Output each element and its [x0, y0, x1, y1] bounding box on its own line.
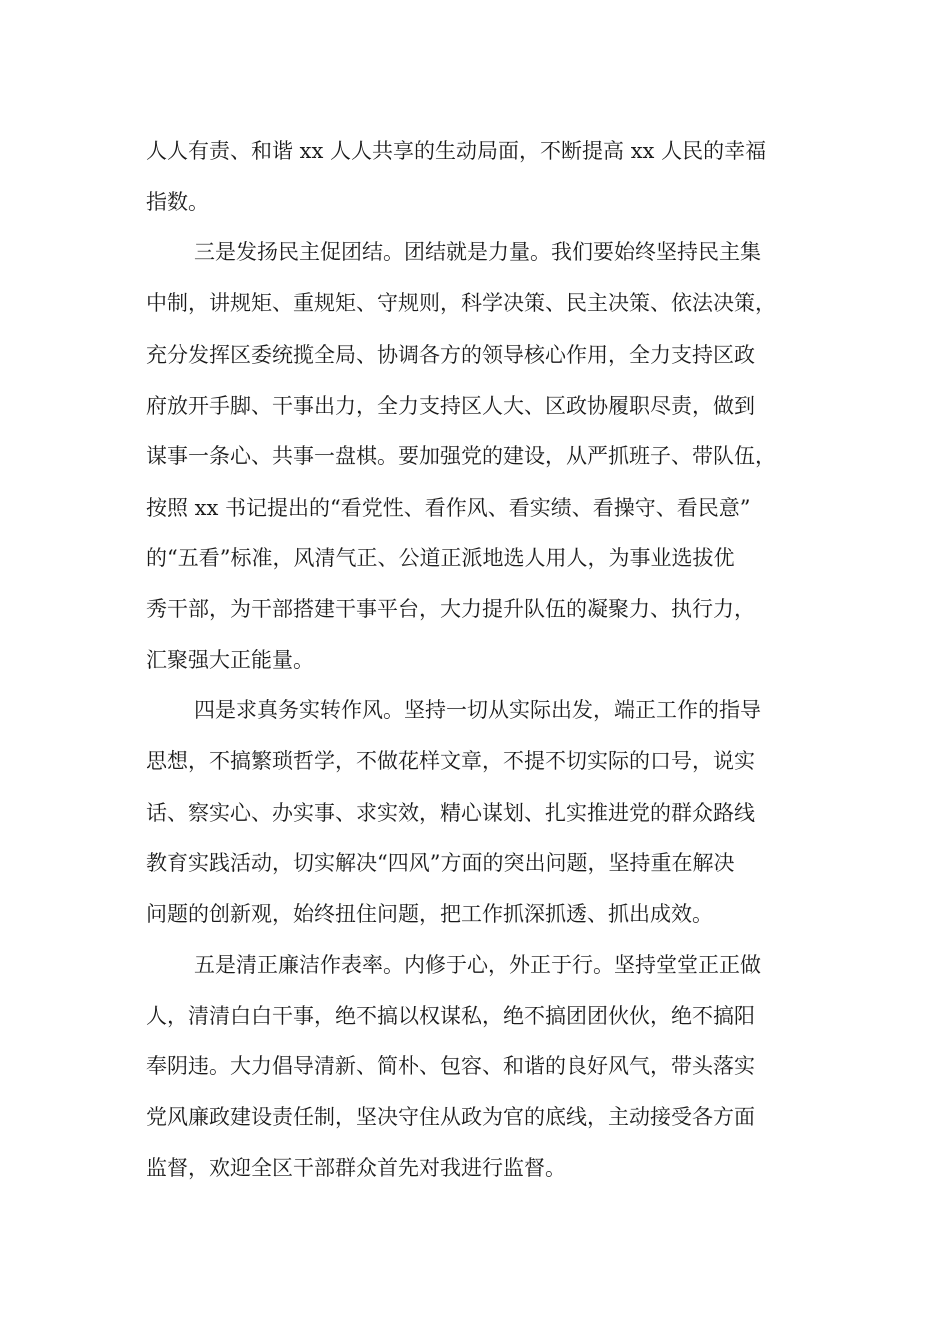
text-line: 思想，不搞繁琐哲学，不做花样文章，不提不切实际的口号，说实 [146, 749, 755, 773]
text-line: 奉阴违。大力倡导清新、简朴、包容、和谐的良好风气，带头落实 [146, 1054, 755, 1078]
text-line: 话、察实心、办实事、求实效，精心谋划、扎实推进党的群众路线 [146, 801, 755, 825]
text-line: 汇聚强大正能量。 [146, 648, 314, 672]
paragraph-first-line: 五是清正廉洁作表率。内修于心，外正于行。坚持堂堂正正做 [194, 953, 761, 977]
text-line: 党风廉政建设责任制，坚决守住从政为官的底线，主动接受各方面 [146, 1105, 755, 1129]
text-line: 指数。 [146, 190, 209, 214]
paragraph-first-line: 三是发扬民主促团结。团结就是力量。我们要始终坚持民主集 [194, 240, 761, 264]
text-line: 秀干部，为干部搭建干事平台，大力提升队伍的凝聚力、执行力， [146, 597, 755, 621]
text-line: 人人有责、和谐 xx 人人共享的生动局面，不断提高 xx 人民的幸福 [146, 139, 767, 163]
text-line: 监督，欢迎全区干部群众首先对我进行监督。 [146, 1156, 566, 1180]
text-line: 充分发挥区委统揽全局、协调各方的领导核心作用，全力支持区政 [146, 343, 755, 367]
text-line: 问题的创新观，始终扭住问题，把工作抓深抓透、抓出成效。 [146, 902, 713, 926]
text-line: 教育实践活动，切实解决“四风”方面的突出问题，坚持重在解决 [146, 851, 735, 875]
text-line: 人，清清白白干事，绝不搞以权谋私，绝不搞团团伙伙，绝不搞阳 [146, 1004, 755, 1028]
paragraph-first-line: 四是求真务实转作风。坚持一切从实际出发，端正工作的指导 [194, 698, 761, 722]
text-line: 的“五看”标准，风清气正、公道正派地选人用人，为事业选拔优 [146, 546, 735, 570]
text-line: 谋事一条心、共事一盘棋。要加强党的建设，从严抓班子、带队伍， [146, 444, 776, 468]
text-line: 中制，讲规矩、重规矩、守规则，科学决策、民主决策、依法决策， [146, 291, 776, 315]
text-line: 按照 xx 书记提出的“看党性、看作风、看实绩、看操守、看民意” [146, 496, 751, 520]
text-line: 府放开手脚、干事出力，全力支持区人大、区政协履职尽责，做到 [146, 394, 755, 418]
